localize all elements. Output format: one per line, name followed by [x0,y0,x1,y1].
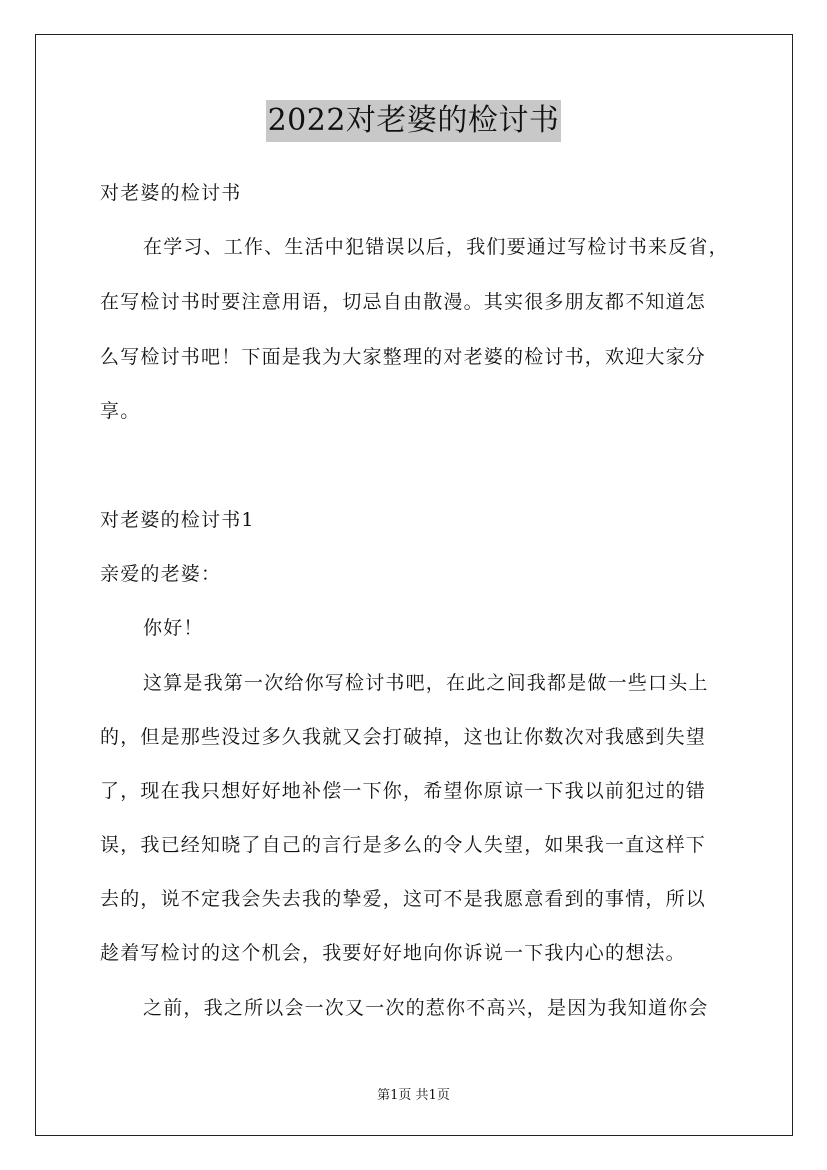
document-title: 2022对老婆的检讨书 [266,100,562,142]
paragraph-line: 么写检讨书吧！下面是我为大家整理的对老婆的检讨书，欢迎大家分 [100,346,707,368]
paragraph-line: 去的，说不定我会失去我的挚爱，这可不是我愿意看到的事情，所以 [100,888,707,910]
paragraph-line: 趁着写检讨的这个机会，我要好好地向你诉说一下我内心的想法。 [100,942,686,964]
page-footer: 第1页 共1页 [377,1088,450,1103]
salutation: 亲爱的老婆： [100,563,222,585]
paragraph-line: 在学习、工作、生活中犯错误以后，我们要通过写检讨书来反省， [143,236,729,258]
paragraph-line: 在写检讨书时要注意用语，切忌自由散漫。其实很多朋友都不知道怎 [100,291,707,313]
paragraph-line: 误，我已经知晓了自己的言行是多么的令人失望，如果我一直这样下 [100,834,707,856]
section-heading: 对老婆的检讨书1 [100,509,255,531]
section-heading: 对老婆的检讨书 [100,182,242,204]
paragraph-line: 这算是我第一次给你写检讨书吧，在此之间我都是做一些口头上 [143,672,709,694]
paragraph-line: 享。 [100,400,141,422]
paragraph-line: 的，但是那些没过多久我就又会打破掉，这也让你数次对我感到失望 [100,726,707,748]
paragraph-line: 了，现在我只想好好地补偿一下你，希望你原谅一下我以前犯过的错 [100,780,707,802]
title-container [0,100,827,142]
greeting: 你好！ [143,617,204,639]
paragraph-line: 之前，我之所以会一次又一次的惹你不高兴，是因为我知道你会 [143,997,709,1019]
